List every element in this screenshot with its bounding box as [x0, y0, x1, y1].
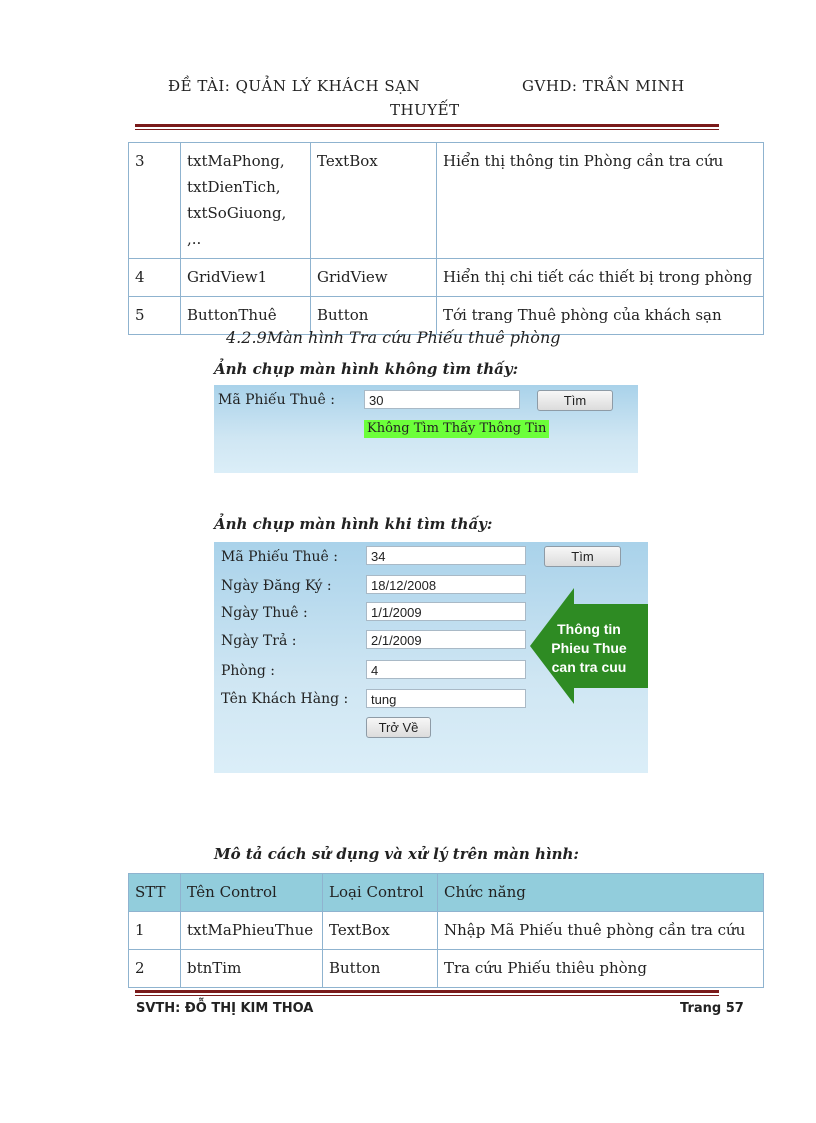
- arrow-line: can tra cuu: [551, 659, 627, 675]
- table-cell: [181, 143, 311, 259]
- back-button[interactable]: Trở Về: [366, 717, 431, 738]
- table-cell: Hiển thị thông tin Phòng cần tra cứu: [437, 143, 764, 259]
- phong-input[interactable]: 4: [366, 660, 526, 679]
- footer-student: SVTH: ĐỖ THỊ KIM THOA: [136, 1001, 314, 1016]
- ma-phieu-thue-input[interactable]: 30: [364, 390, 520, 409]
- table-row: [129, 143, 764, 259]
- caption-not-found: Ảnh chụp màn hình không tìm thấy:: [214, 360, 519, 378]
- footer-page-number: Trang 57: [680, 1001, 744, 1016]
- table-cell: GridView1: [181, 259, 311, 297]
- table-cell: Hiển thị chi tiết các thiết bị trong phòng: [437, 259, 764, 297]
- table-cell: 1: [129, 912, 181, 950]
- table-cell: 5: [129, 297, 181, 335]
- ngay-dang-ky-input[interactable]: 18/12/2008: [366, 575, 526, 594]
- ngay-tra-input[interactable]: 2/1/2009: [366, 630, 526, 649]
- table-row: [129, 950, 764, 988]
- ngay-thue-input[interactable]: 1/1/2009: [366, 602, 526, 621]
- table-row: [129, 912, 764, 950]
- label-ngay-thue: Ngày Thuê :: [221, 605, 308, 621]
- header-rule-thin: [135, 129, 719, 130]
- label-ngay-dang-ky: Ngày Đăng Ký :: [221, 578, 332, 594]
- label-ngay-tra: Ngày Trả :: [221, 633, 297, 649]
- control-table-top: [128, 142, 764, 335]
- table-cell: Tới trang Thuê phòng của khách sạn: [437, 297, 764, 335]
- not-found-message: Không Tìm Thấy Thông Tin: [364, 420, 549, 438]
- header-advisor: GVHD: TRẦN MINH: [522, 77, 685, 95]
- section-title: 4.2.9Màn hình Tra cứu Phiếu thuê phòng: [226, 328, 561, 347]
- search-button[interactable]: Tìm: [537, 390, 613, 411]
- table-header-cell: STT: [129, 874, 181, 912]
- screenshot-found: [214, 542, 648, 773]
- search-button[interactable]: Tìm: [544, 546, 621, 567]
- label-ten-khach-hang: Tên Khách Hàng :: [221, 691, 349, 707]
- arrow-line: Thông tin: [557, 621, 621, 637]
- label-ma-phieu-thue: Mã Phiếu Thuê :: [221, 549, 338, 565]
- table-header-cell: Loại Control: [323, 874, 438, 912]
- header-advisor-line2: THUYẾT: [390, 101, 460, 119]
- table-cell: 2: [129, 950, 181, 988]
- ma-phieu-thue-input[interactable]: 34: [366, 546, 526, 565]
- table-header-row: [129, 874, 764, 912]
- cell-line: txtSoGiuong, ,..: [187, 204, 287, 248]
- label-ma-phieu-thue: Mã Phiếu Thuê :: [218, 392, 335, 408]
- caption-found: Ảnh chụp màn hình khi tìm thấy:: [214, 515, 493, 533]
- ten-khach-hang-input[interactable]: tung: [366, 689, 526, 708]
- header-topic: ĐỀ TÀI: QUẢN LÝ KHÁCH SẠN: [168, 77, 421, 95]
- cell-line: txtDienTich,: [187, 178, 281, 196]
- arrow-label: [530, 620, 648, 677]
- screenshot-not-found: [214, 385, 638, 473]
- table-cell: TextBox: [323, 912, 438, 950]
- table-row: [129, 259, 764, 297]
- table-cell: Tra cứu Phiếu thiêu phòng: [438, 950, 764, 988]
- footer-rule: [135, 990, 719, 993]
- table-cell: txtMaPhieuThue: [181, 912, 323, 950]
- label-phong: Phòng :: [221, 663, 276, 679]
- table-cell: 4: [129, 259, 181, 297]
- table-cell: btnTim: [181, 950, 323, 988]
- control-table-bottom: [128, 873, 764, 988]
- header-rule: [135, 124, 719, 127]
- footer-rule-thin: [135, 995, 719, 996]
- table-cell: Nhập Mã Phiếu thuê phòng cần tra cứu: [438, 912, 764, 950]
- caption-description: Mô tả cách sử dụng và xử lý trên màn hình:: [214, 845, 579, 863]
- table-cell: GridView: [311, 259, 437, 297]
- table-header-cell: Tên Control: [181, 874, 323, 912]
- table-cell: ButtonThuê: [181, 297, 311, 335]
- table-header-cell: Chức năng: [438, 874, 764, 912]
- cell-line: txtMaPhong,: [187, 152, 285, 170]
- table-cell: Button: [311, 297, 437, 335]
- arrow-line: Phieu Thue: [551, 640, 627, 656]
- table-cell: TextBox: [311, 143, 437, 259]
- table-cell: Button: [323, 950, 438, 988]
- table-cell: 3: [129, 143, 181, 259]
